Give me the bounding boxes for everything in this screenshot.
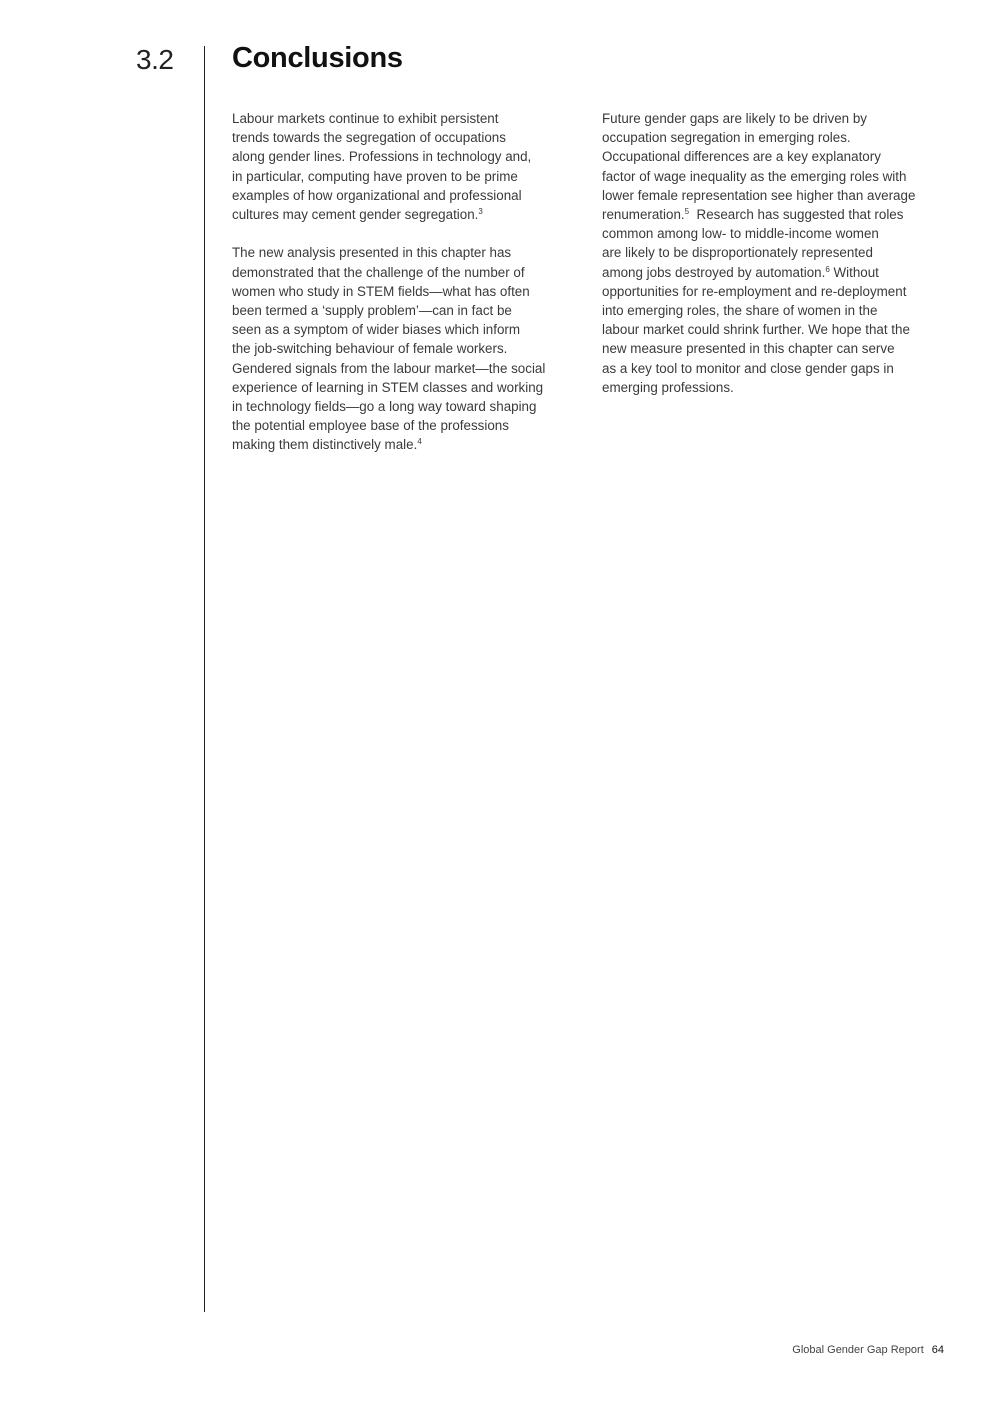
text-line: experience of learning in STEM classes and working [232, 379, 544, 395]
text-line: The new analysis presented in this chapter has [232, 245, 512, 261]
text-line [602, 205, 947, 224]
footnote-ref[interactable]: 4 [417, 437, 422, 447]
text-line: Labour markets continue to exhibit persistent [232, 111, 499, 126]
text-line: occupation segregation in emerging roles. [602, 130, 851, 146]
text-line: seen as a symptom of wider biases which inform [232, 322, 521, 338]
text-line: the job-switching behaviour of female workers. [232, 341, 508, 357]
section-number: 3.2 [136, 44, 174, 75]
footnote-ref[interactable]: 3 [478, 207, 483, 217]
text-line [232, 205, 577, 224]
text-line: women who study in STEM fields—what has often [232, 283, 530, 299]
text-fragment: Without [829, 264, 879, 280]
text-line: been termed a ‘supply problem’—can in fact be [232, 303, 512, 319]
paragraph [232, 243, 577, 454]
text-line: along gender lines. Professions in technology and, [232, 149, 532, 165]
text-line: are likely to be disproportionately represented [602, 245, 873, 261]
text-line: trends towards the segregation of occupations [232, 130, 506, 146]
paragraph [232, 109, 577, 224]
text-column-left [232, 109, 577, 474]
page-footer [792, 1344, 944, 1356]
text-line: new measure presented in this chapter can serve [602, 341, 895, 357]
text-fragment: among jobs destroyed by automation. [602, 264, 826, 280]
text-line: factor of wage inequality as the emerging roles with [602, 168, 907, 184]
text-fragment: cultures may cement gender segregation. [232, 207, 479, 223]
text-fragment: renumeration. [602, 207, 685, 223]
section-divider [204, 46, 205, 1312]
text-line: in particular, computing have proven to be prime [232, 168, 518, 184]
text-line: the potential employee base of the professions [232, 418, 509, 434]
text-line: emerging professions. [602, 379, 734, 395]
text-line: Occupational differences are a key explanatory [602, 149, 881, 165]
text-column-right [602, 109, 947, 416]
text-line: Future gender gaps are likely to be driven by [602, 111, 867, 126]
text-line [232, 435, 577, 454]
text-line [602, 263, 947, 282]
text-line: Gendered signals from the labour market—the social [232, 360, 546, 376]
text-line: in technology fields—go a long way toward shaping [232, 399, 537, 415]
text-line: labour market could shrink further. We hope that the [602, 322, 910, 338]
text-fragment: making them distinctively male. [232, 437, 418, 453]
report-name: Global Gender Gap Report [792, 1344, 924, 1356]
text-line: lower female representation see higher than average [602, 187, 916, 203]
footnote-ref[interactable]: 5 [684, 207, 690, 217]
section-title: Conclusions [232, 42, 403, 74]
footnote-ref[interactable]: 6 [825, 264, 830, 274]
text-fragment: Research has suggested that roles [689, 207, 904, 223]
text-line: opportunities for re-employment and re-deployment [602, 283, 907, 299]
text-line: examples of how organizational and professional [232, 187, 522, 203]
text-line: demonstrated that the challenge of the number of [232, 264, 525, 280]
page-number: 64 [931, 1344, 944, 1356]
paragraph [602, 109, 947, 397]
text-line: as a key tool to monitor and close gender gaps in [602, 360, 894, 376]
text-line: common among low- to middle-income women [602, 226, 879, 242]
text-line: into emerging roles, the share of women in the [602, 303, 878, 319]
